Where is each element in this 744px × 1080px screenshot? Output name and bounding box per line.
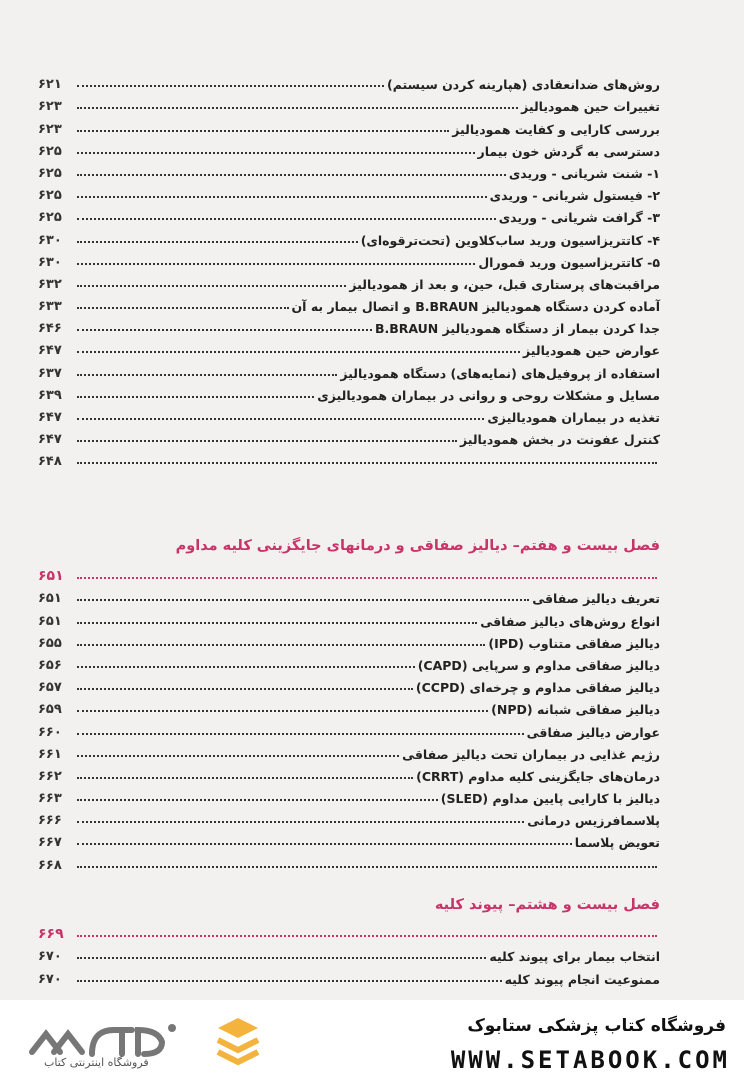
toc-row: [38, 850, 660, 872]
store-url[interactable]: WWW.SETABOOK.COM: [450, 1046, 730, 1074]
toc-entry-title: درمان‌های جایگزینی کلیه مداوم (CRRT): [416, 768, 660, 784]
toc-row: [38, 828, 660, 850]
toc-entry-title: کنترل عفونت در بخش همودیالیز: [459, 432, 660, 448]
toc-page-number: ۶۷۰: [38, 971, 62, 987]
toc-page-number: ۶۵۱: [38, 613, 62, 629]
toc-entry-title: انتخاب بیمار برای پیوند کلیه: [489, 949, 660, 965]
toc-leader-dots: [77, 130, 449, 132]
toc-entry-title: تغییرات حین همودیالیز: [521, 99, 660, 115]
toc-page-number: ۶۴۷: [38, 410, 62, 425]
toc-entry-title: جدا کردن بیمار از دستگاه همودیالیز B.BRAUN: [374, 321, 660, 337]
toc-page-number: ۶۳۰: [38, 232, 62, 248]
toc-leader-dots: [77, 980, 502, 982]
toc-entry-title: رژیم غذایی در بیماران تحت دیالیز صفاقی: [402, 746, 660, 762]
toc-entry-title: ۱- شنت شریانی - وریدی: [508, 165, 660, 181]
toc-leader-dots: [77, 285, 346, 287]
toc-entry-title: دیالیز صفاقی مداوم و چرخه‌ای (CCPD): [415, 680, 660, 696]
toc-row: [38, 806, 660, 828]
toc-row: [38, 70, 660, 92]
toc-leader-dots: [77, 866, 657, 868]
toc-page-number: ۶۳۲: [38, 276, 62, 292]
toc-leader-dots: [77, 263, 475, 265]
toc-page-number: ۶۲۳: [38, 121, 62, 137]
toc-row: [38, 651, 660, 673]
toc-section-hemodialysis: [38, 70, 660, 469]
toc-row: [38, 314, 660, 336]
footer-banner: [0, 1000, 744, 1080]
toc-entry-title: پلاسمافرزیس درمانی: [527, 813, 660, 829]
toc-row: [38, 695, 660, 717]
toc-page-number: ۶۵۶: [38, 657, 62, 673]
store-name: فروشگاه کتاب پزشکی ستابوک: [467, 1016, 726, 1036]
toc-page-number: ۶۲۵: [38, 165, 62, 181]
chapter-28-heading: فصل بیست و هشتم– پیوند کلیه: [434, 897, 660, 913]
toc-entry-title: بررسی کارایی و کفایت همودیالیز: [452, 121, 660, 137]
toc-row: [38, 358, 660, 380]
toc-row: [38, 270, 660, 292]
toc-leader-dots: [77, 418, 484, 420]
toc-row: [38, 137, 660, 159]
toc-row: [38, 606, 660, 628]
toc-row: [38, 292, 660, 314]
toc-entry-title: تعویض پلاسما: [574, 835, 660, 851]
toc-leader-dots: [77, 174, 506, 176]
toc-entry-title: ممنوعیت انجام پیوند کلیه: [504, 971, 660, 987]
toc-leader-dots: [77, 733, 524, 735]
toc-row: [38, 425, 660, 447]
toc-row: [38, 203, 660, 225]
toc-row: [38, 717, 660, 739]
toc-leader-dots: [77, 622, 477, 624]
toc-page-number: ۶۵۷: [38, 680, 62, 696]
toc-section-peritoneal: [38, 562, 660, 873]
toc-entry-title: ۵- کاتتریزاسیون ورید فمورال: [478, 254, 660, 270]
toc-entry-title: ۴- کاتتریزاسیون ورید ساب‌کلاوین (تحت‌ترقوه‌ای): [360, 232, 660, 248]
toc-row: [38, 942, 660, 964]
toc-page-number: ۶۶۰: [38, 724, 62, 740]
toc-row: [38, 673, 660, 695]
toc-page-number: ۶۳۰: [38, 254, 62, 270]
toc-page-number: ۶۶۳: [38, 791, 62, 807]
toc-entry-title: تعریف دیالیز صفاقی: [532, 591, 660, 607]
toc-row: [38, 159, 660, 181]
toc-leader-dots: [77, 710, 488, 712]
toc-leader-dots: [77, 843, 572, 845]
toc-page-number: ۶۶۱: [38, 746, 62, 762]
toc-leader-dots: [77, 666, 415, 668]
toc-row: [38, 403, 660, 425]
toc-entry-title: ۲- فیستول شریانی - وریدی: [489, 188, 660, 204]
toc-leader-dots: [77, 755, 399, 757]
toc-page-number: ۶۶۷: [38, 835, 62, 851]
toc-page-number: ۶۶۶: [38, 813, 62, 829]
toc-page-number: ۶۴۶: [38, 321, 62, 337]
toc-entry-title: ۳- گرافت شریانی - وریدی: [498, 210, 660, 226]
logo-tagline: فروشگاه اینترنتی کتاب: [44, 1056, 149, 1069]
toc-entry-title: عوارض دیالیز صفاقی: [526, 724, 660, 740]
toc-page-number: ۶۴۸: [38, 454, 62, 470]
toc-leader-dots: [77, 307, 289, 309]
toc-row: [38, 92, 660, 114]
toc-row: [38, 248, 660, 270]
toc-leader-dots: [77, 644, 485, 646]
toc-page-number: ۶۵۹: [38, 702, 62, 718]
toc-entry-title: دیالیز با کارایی پایین مداوم (SLED): [440, 791, 660, 807]
toc-row: [38, 964, 660, 986]
toc-leader-dots: [77, 196, 487, 198]
toc-row: [38, 114, 660, 136]
toc-row: [38, 336, 660, 358]
toc-row: [38, 784, 660, 806]
toc-entry-title: انواع روش‌های دیالیز صفاقی: [480, 613, 660, 629]
toc-leader-dots: [77, 599, 529, 601]
toc-row: [38, 762, 660, 784]
toc-row: [38, 447, 660, 469]
toc-page-number: ۶۲۱: [38, 77, 62, 93]
toc-page-number: ۶۵۵: [38, 635, 62, 651]
toc-row: [38, 740, 660, 762]
toc-leader-dots: [77, 85, 384, 87]
toc-entry-title: استفاده از پروفیل‌های (نمایه‌های) دستگاه همودیالیز: [340, 365, 660, 381]
toc-page-number: ۶۵۱: [38, 568, 64, 584]
toc-leader-dots: [77, 218, 496, 220]
toc-page-number: ۶۶۹: [38, 926, 64, 942]
toc-leader-dots: [77, 777, 413, 779]
toc-entry-title: روش‌های ضدانعقادی (هپارینه کردن سیستم): [387, 77, 660, 93]
toc-leader-dots: [77, 799, 438, 801]
toc-entry-title: عوارض حین همودیالیز: [523, 343, 660, 359]
toc-page-number: ۶۴۷: [38, 432, 62, 448]
toc-entry-title: تغذیه در بیماران همودیالیزی: [487, 410, 660, 425]
toc-page-number: ۶۵۱: [38, 591, 62, 607]
toc-entry-title: دیالیز صفاقی شبانه (NPD): [491, 702, 660, 718]
toc-leader-dots: [77, 152, 475, 154]
toc-leader-dots: [77, 688, 413, 690]
toc-leader-dots: [77, 462, 657, 464]
toc-entry-title: مراقبت‌های پرستاری قبل، حین، و بعد از همودیالیز: [349, 276, 660, 292]
toc-page-number: ۶۶۲: [38, 768, 62, 784]
toc-leader-dots: [77, 396, 314, 398]
toc-page-number: ۶۲۳: [38, 99, 62, 115]
toc-entry-title: آماده کردن دستگاه همودیالیز B.BRAUN و اتصال بیمار به آن: [291, 299, 660, 315]
toc-row: [38, 629, 660, 651]
toc-row: [38, 584, 660, 606]
toc-leader-dots: [77, 329, 372, 331]
toc-row: [38, 225, 660, 247]
toc-entry-title: دیالیز صفاقی متناوب (IPD): [488, 635, 660, 651]
toc-entry-title: دسترسی به گردش خون بیمار: [477, 143, 660, 159]
toc-page-number: ۶۲۵: [38, 143, 62, 159]
setabook-emblem-icon: [210, 1014, 266, 1070]
toc-leader-dots: [77, 241, 358, 243]
toc-page-number: ۶۷۰: [38, 949, 62, 965]
toc-section-transplant: [38, 920, 660, 987]
toc-leader-dots: [77, 351, 520, 353]
toc-page-number: ۶۳۹: [38, 387, 62, 403]
toc-page-number: ۶۲۵: [38, 188, 62, 204]
toc-leader-dots: [77, 440, 457, 442]
toc-leader-dots: [77, 957, 486, 959]
toc-page-number: ۶۳۳: [38, 299, 62, 315]
toc-page-number: ۶۳۷: [38, 365, 62, 381]
toc-page-number: ۶۶۸: [38, 857, 62, 873]
toc-row: [38, 381, 660, 403]
toc-page-number: ۶۲۵: [38, 210, 62, 226]
toc-leader-dots: [77, 374, 337, 376]
toc-entry-title: دیالیز صفاقی مداوم و سرپایی (CAPD): [417, 657, 660, 673]
toc-page-number: ۶۴۷: [38, 343, 62, 359]
chapter-27-heading: فصل بیست و هفتم– دیالیز صفاقی و درمانهای جایگزینی کلیه مداوم: [175, 538, 660, 554]
toc-leader-dots: [77, 107, 518, 109]
toc-leader-dots: [77, 821, 524, 823]
toc-row: [38, 181, 660, 203]
toc-entry-title: مسایل و مشکلات روحی و روانی در بیماران همودیالیزی: [317, 387, 660, 403]
